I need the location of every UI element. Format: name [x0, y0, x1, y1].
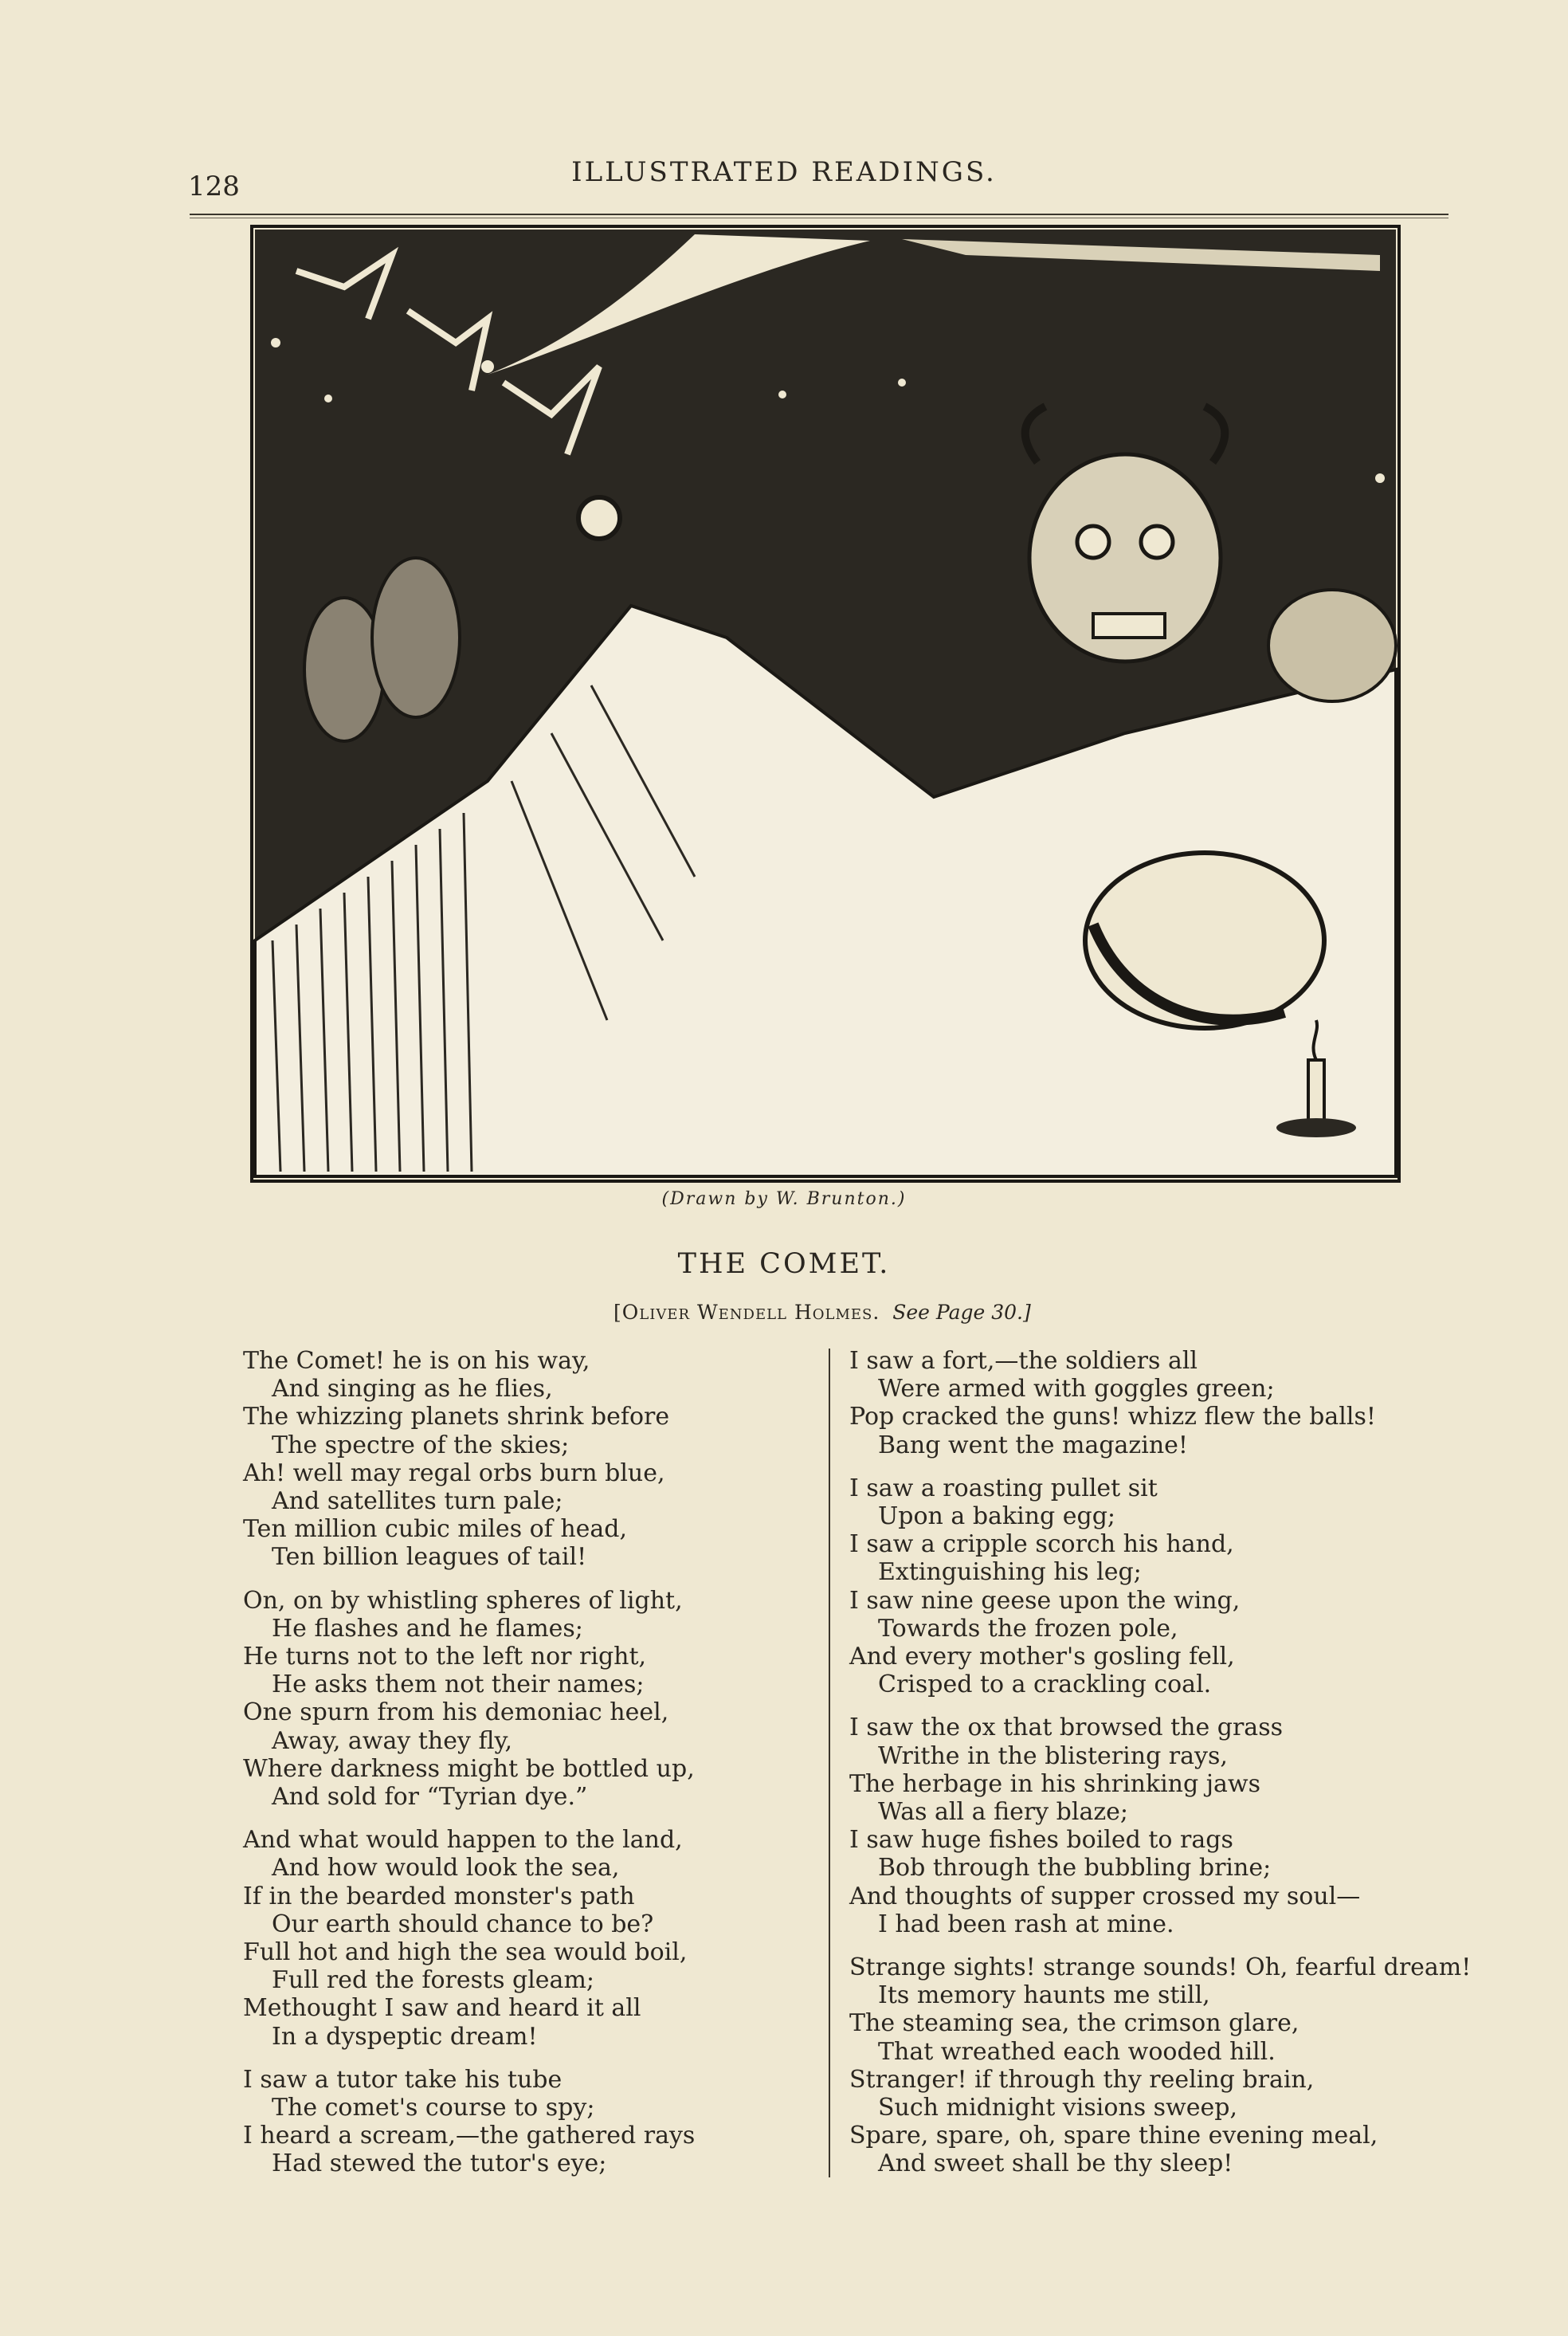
poem-line: Bang went the magazine!	[878, 1431, 1188, 1459]
poem-line: The Comet! he is on his way,	[243, 1347, 590, 1375]
attribution-see-page: See Page 30.]	[892, 1301, 1031, 1324]
poem-line: That wreathed each wooded hill.	[878, 2037, 1276, 2066]
poem-line: One spurn from his demoniac heel,	[243, 1698, 669, 1727]
stanza	[849, 1953, 1511, 2178]
poem-line: Where darkness might be bottled up,	[243, 1754, 695, 1783]
poem-line: Our earth should chance to be?	[272, 1910, 654, 1938]
poem-line: I saw a fort,—the soldiers all	[849, 1347, 1198, 1375]
stanza	[243, 1826, 817, 2051]
poem-line: I saw nine geese upon the wing,	[849, 1586, 1241, 1615]
poem-line: The herbage in his shrinking jaws	[849, 1769, 1260, 1798]
poem-line: And singing as he flies,	[272, 1375, 553, 1404]
poem-line: Away, away they fly,	[272, 1726, 512, 1755]
poem-line: On, on by whistling spheres of light,	[243, 1586, 683, 1615]
poem-line: Ah! well may regal orbs burn blue,	[243, 1459, 665, 1487]
poem-line: Upon a baking egg;	[878, 1502, 1116, 1531]
poem-line: Extinguishing his leg;	[878, 1558, 1142, 1587]
stanza	[849, 1474, 1511, 1699]
poem-line: I saw huge fishes boiled to rags	[849, 1826, 1233, 1855]
stanza	[243, 1587, 817, 1812]
poem-line: Had stewed the tutor's eye;	[272, 2150, 607, 2178]
poem-line: He asks them not their names;	[272, 1671, 645, 1699]
poem-line: Stranger! if through thy reeling brain,	[849, 2065, 1315, 2094]
poem-line: And thoughts of supper crossed my soul—	[849, 1882, 1361, 1910]
poem-column-right	[849, 1347, 1511, 2193]
poem-line: I had been rash at mine.	[878, 1910, 1174, 1938]
poem-line: The comet's course to spy;	[272, 2094, 595, 2122]
poem-line: And what would happen to the land,	[243, 1826, 683, 1855]
poem-line: I saw the ox that browsed the grass	[849, 1714, 1283, 1742]
column-divider	[829, 1349, 830, 2177]
poem-line: I saw a cripple scorch his hand,	[849, 1530, 1234, 1559]
attribution-author: [Oliver Wendell Holmes.	[613, 1301, 880, 1324]
stanza	[243, 2066, 817, 2178]
poem-line: Bob through the bubbling brine;	[878, 1854, 1272, 1883]
attribution	[613, 1301, 1031, 1324]
poem-line: Such midnight visions sweep,	[878, 2094, 1237, 2122]
stanza	[243, 1347, 817, 1572]
poem-line: He turns not to the left nor right,	[243, 1643, 647, 1671]
poem-line: Methought I saw and heard it all	[243, 1994, 641, 2023]
poem-line: And how would look the sea,	[272, 1854, 620, 1883]
poem-line: The steaming sea, the crimson glare,	[849, 2009, 1299, 2038]
poem-line: I saw a tutor take his tube	[243, 2065, 563, 2094]
poem-line: Spare, spare, oh, spare thine evening meal,	[849, 2122, 1378, 2150]
poem-line: I heard a scream,—the gathered rays	[243, 2122, 696, 2150]
poem-line: Writhe in the blistering rays,	[878, 1741, 1228, 1770]
poem-line: Strange sights! strange sounds! Oh, fearful dream!	[849, 1953, 1472, 1982]
running-title: ILLUSTRATED READINGS.	[571, 156, 997, 188]
poem-line: Its memory haunts me still,	[878, 1981, 1210, 2010]
comet-nightmare-engraving-icon	[249, 223, 1402, 1184]
poem-line: Was all a fiery blaze;	[878, 1798, 1129, 1827]
poem-line: And satellites turn pale;	[272, 1487, 563, 1516]
poem-line: Crisped to a crackling coal.	[878, 1671, 1212, 1699]
poem-line: If in the bearded monster's path	[243, 1882, 635, 1910]
stanza	[849, 1714, 1511, 1938]
poem-line: And every mother's gosling fell,	[849, 1643, 1235, 1671]
poem-title: THE COMET.	[677, 1248, 891, 1280]
page-number: 128	[188, 171, 240, 202]
poem-line: Towards the frozen pole,	[878, 1614, 1178, 1643]
poem-line: In a dyspeptic dream!	[272, 2022, 538, 2051]
poem-line: I saw a roasting pullet sit	[849, 1474, 1158, 1502]
poem-line: Full red the forests gleam;	[272, 1966, 594, 1995]
poem-line: And sold for “Tyrian dye.”	[272, 1783, 588, 1812]
poem-column-left	[243, 1347, 817, 2193]
poem-line: Ten billion leagues of tail!	[272, 1543, 587, 1572]
poem-line: Ten million cubic miles of head,	[243, 1515, 628, 1544]
stanza	[849, 1347, 1511, 1459]
poem-line: Were armed with goggles green;	[878, 1375, 1275, 1404]
poem-line: He flashes and he flames;	[272, 1614, 583, 1643]
poem-line: The spectre of the skies;	[272, 1431, 570, 1459]
poem-line: And sweet shall be thy sleep!	[878, 2150, 1233, 2178]
poem-line: Pop cracked the guns! whizz flew the balls!	[849, 1403, 1376, 1431]
header-rule	[190, 214, 1448, 215]
poem-line: Full hot and high the sea would boil,	[243, 1938, 688, 1967]
poem-line: The whizzing planets shrink before	[243, 1403, 670, 1431]
illustration-credit: (Drawn by W. Brunton.)	[661, 1189, 907, 1209]
